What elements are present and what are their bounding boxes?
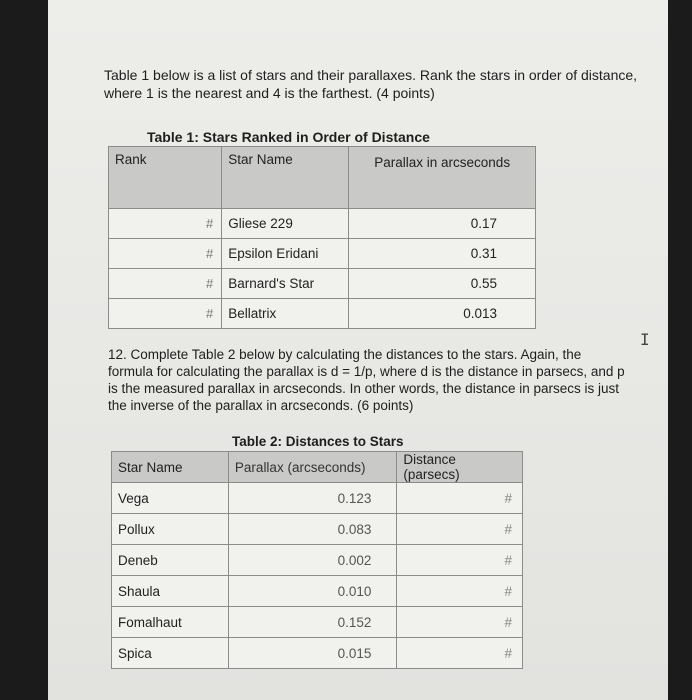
table2-header-distance: Distance (parsecs) bbox=[397, 452, 523, 483]
table-row bbox=[112, 483, 523, 514]
parallax-cell: 0.55 bbox=[349, 269, 536, 299]
table2-header-parallax: Parallax (arcseconds) bbox=[228, 452, 396, 483]
distance-input-cell[interactable]: # bbox=[397, 514, 523, 545]
parallax-cell: 0.083 bbox=[228, 514, 396, 545]
star-name-cell: Bellatrix bbox=[222, 299, 349, 329]
distance-input-cell[interactable]: # bbox=[397, 483, 523, 514]
table-row bbox=[109, 209, 536, 239]
table2-caption: Table 2: Distances to Stars bbox=[232, 434, 404, 449]
star-name-cell: Spica bbox=[112, 638, 229, 669]
parallax-cell: 0.152 bbox=[228, 607, 396, 638]
parallax-cell: 0.015 bbox=[228, 638, 396, 669]
parallax-cell: 0.123 bbox=[228, 483, 396, 514]
table1-header-star-name: Star Name bbox=[222, 147, 349, 209]
rank-input-cell[interactable]: # bbox=[109, 269, 222, 299]
star-name-cell: Deneb bbox=[112, 545, 229, 576]
parallax-cell: 0.010 bbox=[228, 576, 396, 607]
table1-header-row bbox=[109, 147, 536, 209]
table-row bbox=[112, 514, 523, 545]
star-name-cell: Gliese 229 bbox=[222, 209, 349, 239]
star-name-cell: Pollux bbox=[112, 514, 229, 545]
table-row bbox=[112, 638, 523, 669]
table1-header-rank: Rank bbox=[109, 147, 222, 209]
table1-stars-ranked bbox=[108, 146, 536, 329]
table2-header-star-name: Star Name bbox=[112, 452, 229, 483]
star-name-cell: Vega bbox=[112, 483, 229, 514]
question-11-text: Table 1 below is a list of stars and their parallaxes. Rank the stars in order of distance, where 1 is the nearest and 4 is the farthest. (4 points) bbox=[104, 67, 638, 101]
table-row bbox=[112, 576, 523, 607]
table2-header-row bbox=[112, 452, 523, 483]
distance-input-cell[interactable]: # bbox=[397, 638, 523, 669]
star-name-cell: Epsilon Eridani bbox=[222, 239, 349, 269]
table1-caption: Table 1: Stars Ranked in Order of Distance bbox=[147, 129, 430, 145]
parallax-cell: 0.31 bbox=[349, 239, 536, 269]
rank-input-cell[interactable]: # bbox=[109, 299, 222, 329]
table2-distances-to-stars bbox=[111, 451, 523, 669]
table1-header-parallax: Parallax in arcseconds bbox=[349, 147, 536, 209]
distance-input-cell[interactable]: # bbox=[397, 576, 523, 607]
parallax-cell: 0.013 bbox=[349, 299, 536, 329]
table-row bbox=[112, 545, 523, 576]
distance-input-cell[interactable]: # bbox=[397, 607, 523, 638]
star-name-cell: Shaula bbox=[112, 576, 229, 607]
parallax-cell: 0.17 bbox=[349, 209, 536, 239]
rank-input-cell[interactable]: # bbox=[109, 209, 222, 239]
star-name-cell: Fomalhaut bbox=[112, 607, 229, 638]
question-12-text: 12. Complete Table 2 below by calculating the distances to the stars. Again, the formula for calculating the parallax is d = 1/p, where d is the distance in parsecs, and p is the measured parallax in arcseconds. In other words, the distance in parsecs is just the inverse of the parallax in arcseconds. (6 points) bbox=[108, 347, 625, 413]
text-cursor-icon: I bbox=[640, 330, 650, 349]
distance-input-cell[interactable]: # bbox=[397, 545, 523, 576]
table-row bbox=[109, 239, 536, 269]
table-row bbox=[112, 607, 523, 638]
table-row bbox=[109, 299, 536, 329]
table-row bbox=[109, 269, 536, 299]
star-name-cell: Barnard's Star bbox=[222, 269, 349, 299]
rank-input-cell[interactable]: # bbox=[109, 239, 222, 269]
parallax-cell: 0.002 bbox=[228, 545, 396, 576]
